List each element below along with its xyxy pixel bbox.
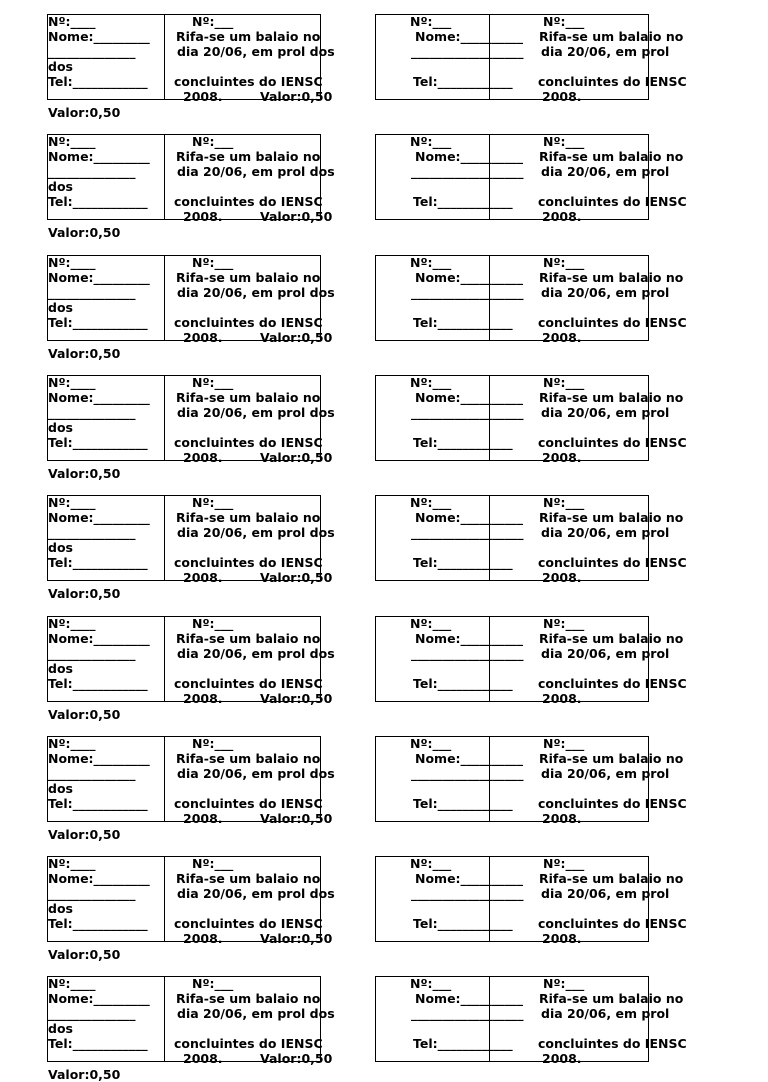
stub-value: Valor:0,50 — [48, 706, 121, 722]
stub-blank: __________________ — [411, 44, 524, 59]
stub-name: Nome:_________ — [48, 510, 150, 526]
stub-blank: __________________ — [411, 765, 524, 781]
stub-blank: ______________ — [48, 525, 136, 541]
stub-blank: __________________ — [411, 1006, 524, 1022]
raffle-line-1: Rifa-se um balaio no — [176, 750, 321, 766]
stub-dos: dos — [48, 179, 73, 195]
stub-name: Nome:__________ — [415, 750, 524, 766]
ticket-row — [0, 481, 768, 601]
raffle-year: 2008. — [183, 89, 223, 104]
ticket-row — [0, 241, 768, 361]
raffle-line-2: dia 20/06, em prol dos — [177, 886, 335, 902]
raffle-line-2: dia 20/06, em prol — [541, 284, 670, 300]
raffle-line-1: Rifa-se um balaio no — [539, 269, 684, 285]
raffle-line-1: Rifa-se um balaio no — [539, 871, 684, 887]
ticket-row — [0, 602, 768, 722]
stub-name: Nome:_________ — [48, 29, 150, 44]
stub-dos: dos — [48, 540, 73, 556]
stub-tel: Tel:____________ — [48, 555, 148, 571]
ticket-number: Nº:___ — [543, 976, 585, 992]
raffle-line-3: concluintes do IENSC — [538, 555, 687, 571]
stub-value: Valor:0,50 — [48, 465, 121, 481]
raffle-line-1: Rifa-se um balaio no — [539, 630, 684, 646]
stub-number: Nº:___ — [410, 856, 452, 872]
raffle-line-2: dia 20/06, em prol — [541, 44, 670, 59]
stub-blank: ______________ — [48, 1006, 136, 1022]
stub-number: Nº:____ — [48, 134, 96, 150]
ticket-row — [0, 120, 768, 240]
stub-number: Nº:___ — [410, 254, 452, 270]
raffle-line-1: Rifa-se um balaio no — [539, 750, 684, 766]
raffle-year: 2008. — [542, 1051, 582, 1067]
ticket-value: Valor:0,50 — [260, 89, 333, 104]
raffle-line-3: concluintes do IENSC — [538, 1036, 687, 1052]
raffle-year: 2008. — [183, 329, 223, 345]
stub-divider — [164, 15, 165, 99]
stub-blank: ______________ — [48, 164, 136, 180]
raffle-line-1: Rifa-se um balaio no — [176, 510, 321, 526]
stub-name: Nome:_________ — [48, 871, 150, 887]
stub-divider — [164, 376, 165, 460]
ticket-row — [0, 722, 768, 842]
stub-number: Nº:___ — [410, 134, 452, 150]
raffle-line-3: concluintes do IENSC — [538, 314, 687, 330]
stub-number: Nº:____ — [48, 495, 96, 511]
ticket-row — [0, 842, 768, 962]
stub-name: Nome:__________ — [415, 510, 524, 526]
raffle-line-3: concluintes do IENSC — [174, 675, 323, 691]
raffle-line-2: dia 20/06, em prol dos — [177, 765, 335, 781]
ticket-number: Nº:___ — [192, 495, 234, 511]
stub-dos: dos — [48, 660, 73, 676]
ticket-value: Valor:0,50 — [260, 570, 333, 586]
raffle-line-3: concluintes do IENSC — [174, 194, 323, 210]
stub-number: Nº:___ — [410, 495, 452, 511]
stub-tel: Tel:____________ — [48, 675, 148, 691]
stub-number: Nº:____ — [48, 735, 96, 751]
stub-dos: dos — [48, 299, 73, 315]
stub-value: Valor:0,50 — [48, 105, 121, 120]
raffle-year: 2008. — [183, 1051, 223, 1067]
stub-tel: Tel:____________ — [48, 314, 148, 330]
stub-blank: __________________ — [411, 645, 524, 661]
raffle-line-2: dia 20/06, em prol — [541, 525, 670, 541]
raffle-line-1: Rifa-se um balaio no — [176, 29, 321, 44]
ticket-number: Nº:___ — [543, 374, 585, 390]
raffle-year: 2008. — [183, 209, 223, 225]
stub-name: Nome:__________ — [415, 630, 524, 646]
raffle-line-1: Rifa-se um balaio no — [176, 871, 321, 887]
stub-blank: __________________ — [411, 525, 524, 541]
raffle-line-2: dia 20/06, em prol dos — [177, 645, 335, 661]
ticket-number: Nº:___ — [543, 14, 585, 29]
stub-tel: Tel:____________ — [413, 74, 513, 89]
ticket-value: Valor:0,50 — [260, 690, 333, 706]
stub-tel: Tel:____________ — [48, 1036, 148, 1052]
stub-blank: ______________ — [48, 284, 136, 300]
stub-name: Nome:_________ — [48, 750, 150, 766]
raffle-year: 2008. — [542, 570, 582, 586]
ticket-row — [0, 0, 768, 120]
stub-blank: ______________ — [48, 645, 136, 661]
stub-number: Nº:____ — [48, 856, 96, 872]
stub-divider — [164, 135, 165, 219]
raffle-line-1: Rifa-se um balaio no — [176, 991, 321, 1007]
raffle-line-2: dia 20/06, em prol — [541, 1006, 670, 1022]
raffle-line-2: dia 20/06, em prol — [541, 765, 670, 781]
stub-tel: Tel:____________ — [48, 795, 148, 811]
stub-number: Nº:____ — [48, 374, 96, 390]
ticket-number: Nº:___ — [543, 134, 585, 150]
stub-name: Nome:_________ — [48, 149, 150, 165]
ticket-value: Valor:0,50 — [260, 209, 333, 225]
ticket-row — [0, 962, 768, 1082]
stub-dos: dos — [48, 59, 73, 74]
raffle-line-1: Rifa-se um balaio no — [539, 510, 684, 526]
raffle-line-3: concluintes do IENSC — [538, 916, 687, 932]
stub-tel: Tel:____________ — [413, 795, 513, 811]
stub-value: Valor:0,50 — [48, 225, 121, 241]
ticket-number: Nº:___ — [192, 856, 234, 872]
stub-number: Nº:____ — [48, 615, 96, 631]
raffle-line-3: concluintes do IENSC — [538, 74, 687, 89]
raffle-line-3: concluintes do IENSC — [174, 1036, 323, 1052]
stub-value: Valor:0,50 — [48, 345, 121, 361]
ticket-number: Nº:___ — [192, 976, 234, 992]
raffle-year: 2008. — [542, 209, 582, 225]
raffle-line-3: concluintes do IENSC — [538, 194, 687, 210]
raffle-line-3: concluintes do IENSC — [174, 795, 323, 811]
raffle-line-2: dia 20/06, em prol — [541, 164, 670, 180]
stub-name: Nome:__________ — [415, 269, 524, 285]
ticket-number: Nº:___ — [192, 134, 234, 150]
stub-tel: Tel:____________ — [413, 916, 513, 932]
raffle-line-3: concluintes do IENSC — [174, 314, 323, 330]
raffle-line-3: concluintes do IENSC — [174, 74, 323, 89]
stub-tel: Tel:____________ — [413, 314, 513, 330]
stub-dos: dos — [48, 780, 73, 796]
stub-tel: Tel:____________ — [48, 74, 148, 89]
stub-blank: __________________ — [411, 164, 524, 180]
raffle-line-3: concluintes do IENSC — [538, 795, 687, 811]
stub-tel: Tel:____________ — [413, 555, 513, 571]
stub-divider — [164, 617, 165, 701]
stub-blank: __________________ — [411, 404, 524, 420]
ticket-number: Nº:___ — [543, 856, 585, 872]
stub-number: Nº:____ — [48, 976, 96, 992]
raffle-year: 2008. — [542, 810, 582, 826]
raffle-year: 2008. — [542, 690, 582, 706]
stub-divider — [164, 857, 165, 941]
stub-name: Nome:_________ — [48, 389, 150, 405]
raffle-line-3: concluintes do IENSC — [538, 434, 687, 450]
raffle-line-3: concluintes do IENSC — [174, 916, 323, 932]
raffle-line-1: Rifa-se um balaio no — [539, 29, 684, 44]
raffle-line-3: concluintes do IENSC — [174, 555, 323, 571]
ticket-row — [0, 361, 768, 481]
stub-value: Valor:0,50 — [48, 586, 121, 602]
ticket-number: Nº:___ — [543, 615, 585, 631]
ticket-value: Valor:0,50 — [260, 931, 333, 947]
stub-name: Nome:__________ — [415, 149, 524, 165]
raffle-year: 2008. — [542, 329, 582, 345]
raffle-line-2: dia 20/06, em prol dos — [177, 164, 335, 180]
raffle-year: 2008. — [183, 690, 223, 706]
raffle-line-1: Rifa-se um balaio no — [176, 149, 321, 165]
stub-blank: ______________ — [48, 886, 136, 902]
ticket-number: Nº:___ — [192, 735, 234, 751]
ticket-value: Valor:0,50 — [260, 329, 333, 345]
raffle-line-2: dia 20/06, em prol dos — [177, 525, 335, 541]
stub-blank: __________________ — [411, 284, 524, 300]
stub-tel: Tel:____________ — [413, 1036, 513, 1052]
raffle-line-1: Rifa-se um balaio no — [176, 269, 321, 285]
ticket-value: Valor:0,50 — [260, 449, 333, 465]
stub-tel: Tel:____________ — [413, 194, 513, 210]
stub-number: Nº:____ — [48, 14, 96, 29]
raffle-line-2: dia 20/06, em prol dos — [177, 1006, 335, 1022]
stub-number: Nº:___ — [410, 615, 452, 631]
raffle-line-2: dia 20/06, em prol dos — [177, 284, 335, 300]
raffle-line-2: dia 20/06, em prol — [541, 886, 670, 902]
raffle-year: 2008. — [542, 89, 582, 104]
stub-blank: ______________ — [48, 765, 136, 781]
raffle-line-2: dia 20/06, em prol — [541, 645, 670, 661]
raffle-year: 2008. — [542, 931, 582, 947]
raffle-line-1: Rifa-se um balaio no — [539, 389, 684, 405]
stub-name: Nome:__________ — [415, 29, 524, 44]
ticket-number: Nº:___ — [543, 254, 585, 270]
stub-value: Valor:0,50 — [48, 1067, 121, 1082]
raffle-year: 2008. — [183, 931, 223, 947]
ticket-number: Nº:___ — [192, 374, 234, 390]
stub-dos: dos — [48, 901, 73, 917]
raffle-year: 2008. — [183, 810, 223, 826]
ticket-number: Nº:___ — [192, 14, 234, 29]
stub-name: Nome:__________ — [415, 389, 524, 405]
ticket-number: Nº:___ — [543, 735, 585, 751]
stub-divider — [164, 977, 165, 1061]
stub-dos: dos — [48, 1021, 73, 1037]
stub-value: Valor:0,50 — [48, 947, 121, 963]
stub-dos: dos — [48, 419, 73, 435]
ticket-value: Valor:0,50 — [260, 810, 333, 826]
raffle-line-1: Rifa-se um balaio no — [539, 991, 684, 1007]
raffle-line-2: dia 20/06, em prol dos — [177, 44, 335, 59]
raffle-year: 2008. — [183, 570, 223, 586]
stub-number: Nº:___ — [410, 976, 452, 992]
stub-name: Nome:__________ — [415, 991, 524, 1007]
stub-blank: __________________ — [411, 886, 524, 902]
stub-name: Nome:_________ — [48, 630, 150, 646]
raffle-line-1: Rifa-se um balaio no — [176, 389, 321, 405]
ticket-number: Nº:___ — [192, 615, 234, 631]
stub-tel: Tel:____________ — [48, 916, 148, 932]
stub-number: Nº:___ — [410, 14, 452, 29]
stub-divider — [164, 256, 165, 340]
stub-divider — [164, 496, 165, 580]
stub-tel: Tel:____________ — [413, 434, 513, 450]
stub-tel: Tel:____________ — [413, 675, 513, 691]
stub-value: Valor:0,50 — [48, 826, 121, 842]
raffle-line-3: concluintes do IENSC — [174, 434, 323, 450]
stub-number: Nº:___ — [410, 735, 452, 751]
stub-name: Nome:__________ — [415, 871, 524, 887]
stub-name: Nome:_________ — [48, 991, 150, 1007]
raffle-line-3: concluintes do IENSC — [538, 675, 687, 691]
raffle-line-2: dia 20/06, em prol dos — [177, 404, 335, 420]
raffle-year: 2008. — [183, 449, 223, 465]
stub-blank: ______________ — [48, 44, 136, 59]
ticket-value: Valor:0,50 — [260, 1051, 333, 1067]
ticket-number: Nº:___ — [192, 254, 234, 270]
stub-name: Nome:_________ — [48, 269, 150, 285]
stub-tel: Tel:____________ — [48, 434, 148, 450]
stub-tel: Tel:____________ — [48, 194, 148, 210]
raffle-line-2: dia 20/06, em prol — [541, 404, 670, 420]
stub-divider — [164, 737, 165, 821]
ticket-number: Nº:___ — [543, 495, 585, 511]
raffle-line-1: Rifa-se um balaio no — [176, 630, 321, 646]
stub-blank: ______________ — [48, 404, 136, 420]
stub-number: Nº:____ — [48, 254, 96, 270]
raffle-line-1: Rifa-se um balaio no — [539, 149, 684, 165]
raffle-year: 2008. — [542, 449, 582, 465]
stub-number: Nº:___ — [410, 374, 452, 390]
